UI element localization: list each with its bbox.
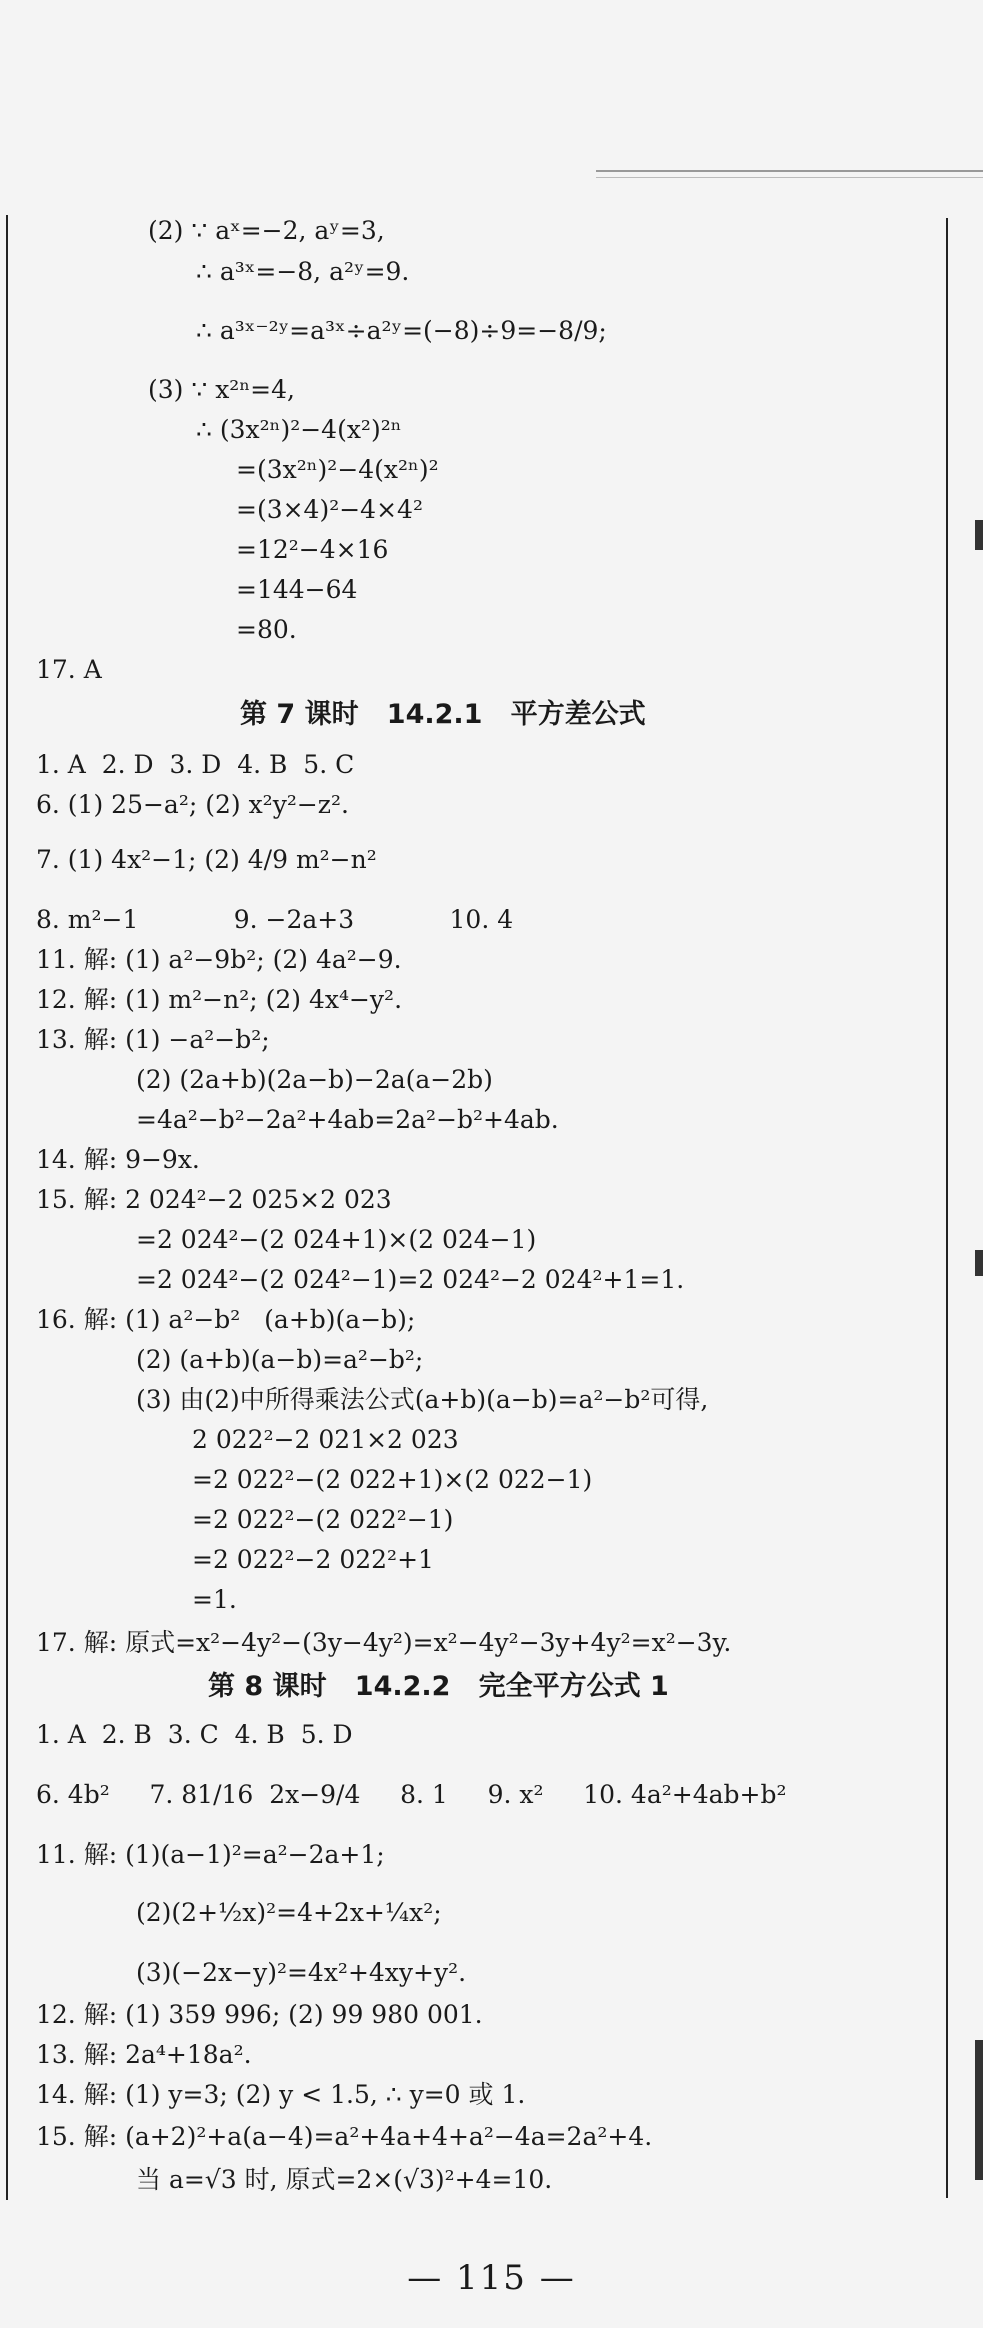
answer-line: =80. <box>236 615 297 644</box>
right-edge-mark <box>975 2040 983 2180</box>
answer-line: 14. 解: 9−9x. <box>36 1145 200 1174</box>
answer-line: =2 022²−(2 022+1)×(2 022−1) <box>192 1465 593 1494</box>
answer-line: ∴ a³ˣ=−8, a²ʸ=9. <box>196 257 410 286</box>
answer-line: 12. 解: (1) 359 996; (2) 99 980 001. <box>36 2000 483 2029</box>
section-title: 第 8 课时 14.2.2 完全平方公式 1 <box>208 1671 669 1702</box>
answer-line: (3) ∵ x²ⁿ=4, <box>148 375 295 404</box>
answer-line: (3) 由(2)中所得乘法公式(a+b)(a−b)=a²−b²可得, <box>136 1385 709 1414</box>
answer-line: ∴ a³ˣ⁻²ʸ=a³ˣ÷a²ʸ=(−8)÷9=−8/9; <box>196 316 607 345</box>
answer-line: 12. 解: (1) m²−n²; (2) 4x⁴−y². <box>36 985 403 1014</box>
header-rule-thin <box>596 177 983 178</box>
answer-line: =2 024²−(2 024+1)×(2 024−1) <box>136 1225 537 1254</box>
answer-line: =12²−4×16 <box>236 535 389 564</box>
answer-line: 1. A 2. D 3. D 4. B 5. C <box>36 750 355 779</box>
answer-line: =2 022²−(2 022²−1) <box>192 1505 454 1534</box>
answer-line: (2) ∵ aˣ=−2, aʸ=3, <box>148 216 385 245</box>
answer-line: 6. 4b² 7. 81/16 2x−9/4 8. 1 9. x² 10. 4a²+4ab+b² <box>36 1780 787 1809</box>
answer-line: 17. A <box>36 655 102 684</box>
section-title: 第 7 课时 14.2.1 平方差公式 <box>240 699 646 730</box>
answer-line: 1. A 2. B 3. C 4. B 5. D <box>36 1720 353 1749</box>
answer-line: =2 022²−2 022²+1 <box>192 1545 434 1574</box>
answer-line: 13. 解: 2a⁴+18a². <box>36 2040 252 2069</box>
page-number: — 115 — <box>407 2258 576 2298</box>
answer-line: =1. <box>192 1585 237 1614</box>
answer-line: 11. 解: (1)(a−1)²=a²−2a+1; <box>36 1840 385 1869</box>
answer-line: 17. 解: 原式=x²−4y²−(3y−4y²)=x²−4y²−3y+4y²=x²−3y. <box>36 1628 732 1657</box>
answer-line: =(3×4)²−4×4² <box>236 495 423 524</box>
header-rule <box>596 170 983 172</box>
right-edge-mark <box>975 1250 983 1276</box>
answer-line: 7. (1) 4x²−1; (2) 4/9 m²−n² <box>36 845 377 874</box>
answer-line: (2) (a+b)(a−b)=a²−b²; <box>136 1345 424 1374</box>
answer-line: =144−64 <box>236 575 358 604</box>
answer-line: 6. (1) 25−a²; (2) x²y²−z². <box>36 790 349 819</box>
left-margin-rule <box>6 215 8 2200</box>
column-divider-rule <box>946 218 948 2198</box>
answer-line: =(3x²ⁿ)²−4(x²ⁿ)² <box>236 455 439 484</box>
right-edge-mark <box>975 520 983 550</box>
answer-line: 8. m²−1 9. −2a+3 10. 4 <box>36 905 514 934</box>
answer-line: 15. 解: 2 024²−2 025×2 023 <box>36 1185 392 1214</box>
answer-line: 2 022²−2 021×2 023 <box>192 1425 459 1454</box>
answer-line: 11. 解: (1) a²−9b²; (2) 4a²−9. <box>36 945 402 974</box>
answer-line: 14. 解: (1) y=3; (2) y < 1.5, ∴ y=0 或 1. <box>36 2080 526 2109</box>
answer-line: 16. 解: (1) a²−b² (a+b)(a−b); <box>36 1305 416 1334</box>
answer-line: =4a²−b²−2a²+4ab=2a²−b²+4ab. <box>136 1105 559 1134</box>
answer-line: =2 024²−(2 024²−1)=2 024²−2 024²+1=1. <box>136 1265 685 1294</box>
answer-line: (2) (2a+b)(2a−b)−2a(a−2b) <box>136 1065 493 1094</box>
answer-line: 15. 解: (a+2)²+a(a−4)=a²+4a+4+a²−4a=2a²+4. <box>36 2122 653 2151</box>
answer-line: 13. 解: (1) −a²−b²; <box>36 1025 270 1054</box>
answer-line: (2)(2+½x)²=4+2x+¼x²; <box>136 1898 442 1927</box>
answer-line: ∴ (3x²ⁿ)²−4(x²)²ⁿ <box>196 415 402 444</box>
answer-line: 当 a=√3 时, 原式=2×(√3)²+4=10. <box>136 2165 553 2194</box>
answer-line: (3)(−2x−y)²=4x²+4xy+y². <box>136 1958 467 1987</box>
